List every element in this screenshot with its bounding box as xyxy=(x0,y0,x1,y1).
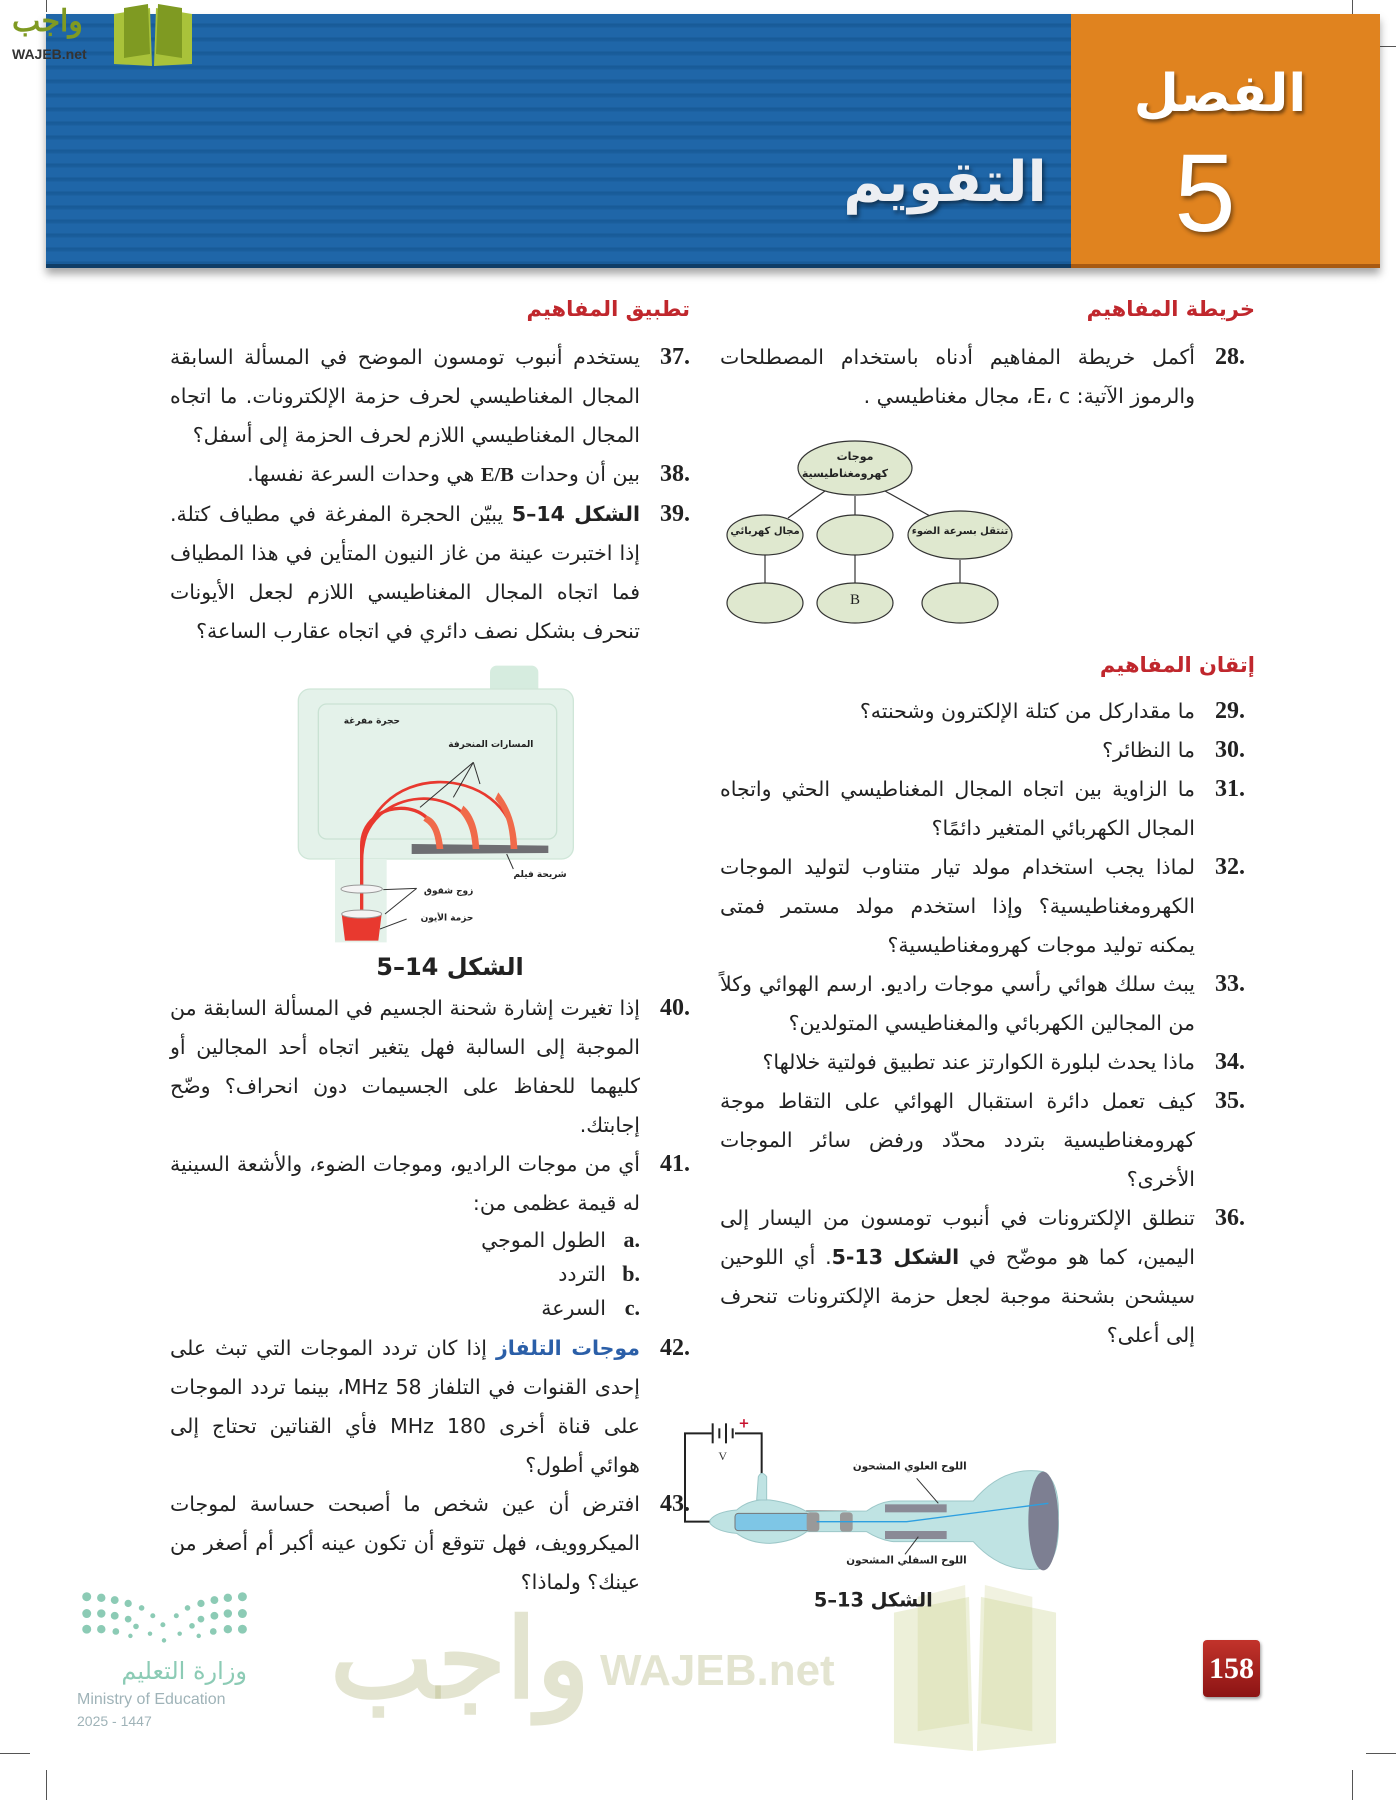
question-text: ما النظائر؟ xyxy=(1102,738,1195,762)
figure-caption: الشكل 13–5 xyxy=(813,1588,933,1611)
chamber-label: حجرة مفرغة xyxy=(343,715,400,726)
page-title: التقويم xyxy=(843,150,1047,215)
ministry-dots-icon xyxy=(79,1590,249,1646)
slits-label: زوج شقوق xyxy=(423,885,474,896)
question-text: ما الزاوية بين اتجاه المجال المغناطيسي الحثي واتجاه المجال الكهربائي المتغير دائمًا؟ xyxy=(720,777,1195,840)
figure-13-5-thomson-tube xyxy=(660,1405,1160,1625)
page-number: 158 xyxy=(1203,1640,1260,1697)
question-text xyxy=(170,1329,640,1485)
question-40 xyxy=(170,989,690,1145)
right-column xyxy=(718,296,1255,1625)
question-number: 30. xyxy=(1215,737,1245,763)
question-topic: موجات التلفاز xyxy=(496,1336,640,1360)
lower-plate-label: اللوح السفلي المشحون xyxy=(846,1554,967,1567)
lower-plate xyxy=(885,1531,947,1539)
question-text: كيف تعمل دائرة استقبال الهوائي على التقاط موجة كهرومغناطيسية بتردد محدّد ورفض سائر الموجات الأخرى؟ xyxy=(720,1089,1195,1191)
question-text-part: هي وحدات السرعة نفسها. xyxy=(247,462,475,486)
voltage-label: V xyxy=(718,1449,728,1463)
question-number: 41. xyxy=(660,1151,690,1177)
question-number: 28. xyxy=(1215,344,1245,370)
question-text: ما مقداركل من كتلة الإلكترون وشحنته؟ xyxy=(859,699,1195,723)
question-34 xyxy=(720,1043,1245,1082)
upper-plate-label: اللوح العلوي المشحون xyxy=(852,1460,967,1472)
question-30 xyxy=(720,731,1245,770)
question-35 xyxy=(720,1082,1245,1199)
question-text: إذا تغيرت إشارة شحنة الجسيم في المسألة السابقة من الموجبة إلى السالبة فهل يتغير اتجاه أحد المجالين أو كليهما للحفاظ على الجسيمات دون انحراف؟ وضّح إجابتك. xyxy=(170,996,640,1137)
question-39 xyxy=(170,495,690,651)
option-text: السرعة xyxy=(541,1296,606,1320)
option-c xyxy=(170,1291,690,1325)
ministry-english: Ministry of Education xyxy=(77,1691,226,1708)
chapter-number: 5 xyxy=(1174,132,1236,255)
slit xyxy=(341,885,382,893)
question-text: افترض أن عين شخص ما أصبحت حساسة لموجات الميكروويف، فهل تتوقع أن تكون عينه أكبر أم أصغر من عينك؟ ولماذا؟ xyxy=(170,1492,640,1594)
option-a xyxy=(170,1223,690,1257)
question-number: 32. xyxy=(1215,854,1245,880)
question-text: أكمل خريطة المفاهيم أدناه باستخدام المصطلحات والرموز الآتية: E، c، مجال مغناطيسي . xyxy=(720,345,1195,408)
question-42 xyxy=(170,1329,690,1485)
figure-14-5-caption: الشكل 14–5 xyxy=(376,953,524,981)
map-left-label: مجال كهربائي xyxy=(730,526,800,537)
wajeb-logo xyxy=(8,4,188,68)
watermark-latin: WAJEB.net xyxy=(600,1646,835,1695)
question-number: 36. xyxy=(1215,1205,1245,1231)
map-right-label: تنتقل بسرعة الضوء xyxy=(911,526,1009,537)
question-text-part: تنطلق الإلكترونات في أنبوب تومسون من اليسار إلى اليمين، كما هو موضّح في xyxy=(720,1206,1195,1269)
figure-14-5-mass-spectrometer xyxy=(280,659,700,949)
map-node-blank xyxy=(817,515,893,555)
beam-label: حزمة الأيون xyxy=(420,912,474,923)
option-text: التردد xyxy=(558,1262,606,1286)
formula: E/B xyxy=(480,464,514,486)
application-heading: تطبيق المفاهيم xyxy=(526,297,690,321)
crop-mark xyxy=(1352,1770,1353,1800)
question-text: لماذا يجب استخدام مولد تيار متناوب لتوليد الموجات الكهرومغناطيسية؟ وإذا استخدم مولد مستمر فمتى يمكنه توليد موجات كهرومغناطيسية؟ xyxy=(720,855,1195,957)
crop-mark xyxy=(46,1770,47,1800)
mastery-heading: إتقان المفاهيم xyxy=(1099,653,1255,677)
logo-arabic: واجب xyxy=(12,5,83,38)
figure-reference: الشكل 14–5 xyxy=(511,502,640,526)
question-number: 34. xyxy=(1215,1049,1245,1075)
map-node-blank xyxy=(922,583,998,623)
ministry-arabic: وزارة التعليم xyxy=(121,1657,247,1685)
concept-map xyxy=(720,428,1050,638)
option-text: الطول الموجي xyxy=(481,1228,606,1252)
question-number: 43. xyxy=(660,1491,690,1517)
question-31 xyxy=(720,770,1245,848)
film-strip xyxy=(412,844,549,854)
ministry-year: 2025 - 1447 xyxy=(77,1713,152,1729)
option-label: c. xyxy=(624,1295,640,1320)
question-number: 39. xyxy=(660,501,690,527)
book-icon xyxy=(110,4,196,68)
question-text: أي من موجات الراديو، وموجات الضوء، والأشعة السينية له قيمة عظمى من: xyxy=(170,1152,640,1215)
question-text: يبث سلك هوائي رأسي موجات راديو. ارسم الهوائي وكلاً من المجالين الكهربائي والمغناطيسي المتولدين؟ xyxy=(720,972,1195,1035)
map-node-blank xyxy=(727,583,803,623)
question-32 xyxy=(720,848,1245,965)
left-column xyxy=(170,296,690,1602)
question-text-part: إذا كان تردد الموجات التي تبث على إحدى القنوات في التلفاز 58 MHz، بينما تردد الموجات على قناة أخرى 180 MHz فأي القناتين تحتاج إلى هوائي أطول؟ xyxy=(170,1336,641,1477)
question-text xyxy=(720,1199,1195,1355)
question-37 xyxy=(170,338,690,455)
question-29 xyxy=(720,692,1245,731)
film-label: شريحة فيلم xyxy=(513,869,567,880)
crop-mark xyxy=(0,1753,30,1754)
watermark-arabic: واجب xyxy=(330,1598,590,1721)
crop-mark xyxy=(1366,1753,1396,1754)
option-label: a. xyxy=(623,1227,640,1252)
paths-label: المسارات المنحرفة xyxy=(448,739,534,750)
question-number: 40. xyxy=(660,995,690,1021)
question-41 xyxy=(170,1145,690,1223)
map-b-label: B xyxy=(849,592,860,608)
upper-plate xyxy=(885,1504,947,1512)
question-number: 33. xyxy=(1215,971,1245,997)
logo-latin: WAJEB.net xyxy=(12,46,87,62)
map-connector xyxy=(885,491,930,516)
question-number: 38. xyxy=(660,461,690,487)
question-number: 35. xyxy=(1215,1088,1245,1114)
figure-reference: الشكل 13-5 xyxy=(831,1245,960,1269)
map-root-label: موجات كهرومغناطيسية xyxy=(801,450,888,480)
plus-sign: + xyxy=(738,1416,750,1432)
question-text: يستخدم أنبوب تومسون الموضح في المسألة السابقة المجال المغناطيسي لحرف حزمة الإلكترونات. ما اتجاه المجال المغناطيسي اللازم لحرف الحزمة إلى أسفل؟ xyxy=(170,345,640,447)
question-text: ماذا يحدث لبلورة الكوارتز عند تطبيق فولتية خلالها؟ xyxy=(762,1050,1195,1074)
concept-map-heading: خريطة المفاهيم xyxy=(1086,297,1255,321)
map-connector xyxy=(788,491,825,518)
question-number: 37. xyxy=(660,344,690,370)
option-label: b. xyxy=(622,1261,640,1286)
question-text-part: يبيّن الحجرة المفرغة في مطياف كتلة. إذا اختبرت عينة من غاز النيون المتأين في هذا المطياف فما اتجاه المجال المغناطيسي اللازم لجعل الأيونات تنحرف بشكل نصف دائري في اتجاه عقارب الساعة؟ xyxy=(170,502,640,643)
question-number: 31. xyxy=(1215,776,1245,802)
option-b xyxy=(170,1257,690,1291)
battery-icon xyxy=(713,1423,733,1443)
question-number: 29. xyxy=(1215,698,1245,724)
screen xyxy=(1028,1472,1058,1571)
question-number: 42. xyxy=(660,1335,690,1361)
question-text xyxy=(170,455,640,495)
question-38 xyxy=(170,455,690,495)
question-text xyxy=(170,495,640,651)
cathode xyxy=(735,1513,810,1530)
question-43 xyxy=(170,1485,690,1602)
chapter-label: الفصل xyxy=(1133,64,1307,124)
question-36 xyxy=(720,1199,1245,1355)
ministry-logo xyxy=(75,1590,255,1750)
question-33 xyxy=(720,965,1245,1043)
question-text-part: . أي اللوحين سيشحن بشحنة موجبة لجعل حزمة الإلكترونات تنحرف إلى أعلى؟ xyxy=(720,1245,1195,1347)
question-text-part: بين أن وحدات xyxy=(520,462,640,486)
question-28 xyxy=(720,338,1245,416)
